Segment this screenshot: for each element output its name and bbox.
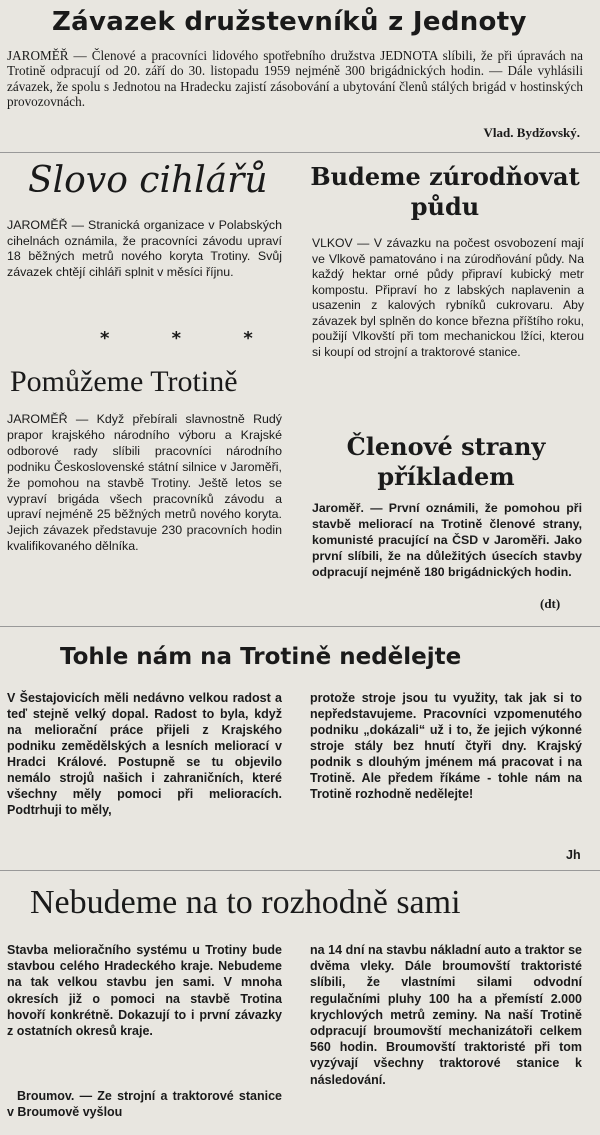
article4-body: JAROMĚŘ — Když přebírali slavnostně Rudý prapor krajského národního výboru a Krajské odborové rady slíbili pracovníci národního podniku Československé státní silnice v Jaroměři, že pomohou na stavbě Trotiny. Ještě letos se vypraví brigáda všech pracovníků závodu a upraví nejméně 25 běžných metrů nového koryta. Jejich závazek představuje 230 pracovních hodin kvalifikovaného dělníka. <box>7 412 282 554</box>
article2-title: Slovo cihlářů <box>28 160 268 201</box>
article5-title: Členové strany příkladem <box>346 432 546 491</box>
article6-col2: protože stroje jsou tu využity, tak jak si to nepředstavujeme. Pracovníci vzpomenutého podniku „dokázali“ už i to, že jejich výkonné stroje stály bez hnutí čtyři dny. Krajský podnik s dlouhým jménem má pracovat i na Trotině. Ale předem říkáme - tohle nám na Trotině rozhodně nedělejte! <box>310 691 582 801</box>
article6-signature: Jh <box>566 848 581 862</box>
separator-stars: * * * <box>100 328 281 349</box>
article3-title: Budeme zúrodňovat půdu <box>310 162 580 221</box>
article1-title: Závazek družstevníků z Jednoty <box>52 7 527 37</box>
article5-body: Jaroměř. — První oznámili, že pomohou při stavbě meliorací na Trotině členové strany, komunisté pracující na ČSD v Jaroměři. Jako první slíbili, že na důležitých úsecích stavby odpracují nejméně 180 brigádnických hodin. <box>312 501 582 579</box>
article5-signature: (dt) <box>540 596 561 611</box>
article7-title: Nebudeme na to rozhodně sami <box>30 884 461 921</box>
article1-body: JAROMĚŘ — Členové a pracovníci lidového spotřebního družstva JEDNOTA slíbili, že při úpravách na Trotině odpracují od 20. září do 30. listopadu 1959 nejméně 300 brigádnických hodin. — Dále vyhlásili závazek, že spolu s Jednotou na Hradecku zajistí zásobování a ubytování členů stálých brigád v hostinských provozovnách. <box>7 48 583 110</box>
article7-col1b: Broumov. — Ze strojní a traktorové stanice v Broumově vyšlou <box>7 1089 282 1120</box>
article2-body: JAROMĚŘ — Stranická organizace v Polabských cihelnách oznámila, že pracovníci závodu upraví 18 běžných metrů nového koryta Trotiny. Svůj závazek chtějí cihláři splnit v měsíci říjnu. <box>7 218 282 279</box>
article6-title: Tohle nám na Trotině nedělejte <box>60 644 462 670</box>
article1-signature: Vlad. Bydžovský. <box>483 125 580 140</box>
article7-col1: Stavba melioračního systému u Trotiny bude stavbou celého Hradeckého kraje. Nebudeme na tak velkou stavbu jen sami. V mnoha okresích již o pomoci na stavbě Trotina hovoří konkrétně. Dokazují to i první závazky z ostatních okresů kraje. <box>7 943 282 1039</box>
divider-top <box>0 152 600 153</box>
article3-body: VLKOV — V závazku na počest osvobození mají ve Vlkově pamatováno i na zúrodňování půdy. Na každý hektar orné půdy připraví kubický metr kompostu. Připraví ho z labských naplavenin a usazenin z kalových rybníků cukrovaru. Aby závazek byl splněn do konce března příštího roku, použijí Vlkovští při tom mechanickou lžíci, kterou si koupí od strojní a traktorové stanice. <box>312 236 584 359</box>
article6-col1: V Šestajovicích měli nedávno velkou radost a teď stejně velký dopal. Radost to byla, když na meliorační práce přijeli z Krajského podniku zemědělských a lesních meliorací v Hradci Králové. Postupně se tu objevilo nemálo strojů našich i zahraničních, které všechny měly pomoci při melioracích. Podtrhuji to měly, <box>7 691 282 817</box>
article4-title: Pomůžeme Trotině <box>10 365 238 398</box>
article7-col2: na 14 dní na stavbu nákladní auto a traktor se dvěma vleky. Dále broumovští traktoristé slíbili, že vlastními silami odvodní regulačními pluhy 100 ha a přemístí 2.000 krychlových metrů zeminy. Na naší Trotině odpracují broumovští mechanizátoři celkem 560 hodin. Broumovští traktoristé při tom vyzývají všechny traktorové stanice k následování. <box>310 943 582 1087</box>
divider-middle <box>0 626 600 627</box>
divider-lower <box>0 870 600 871</box>
